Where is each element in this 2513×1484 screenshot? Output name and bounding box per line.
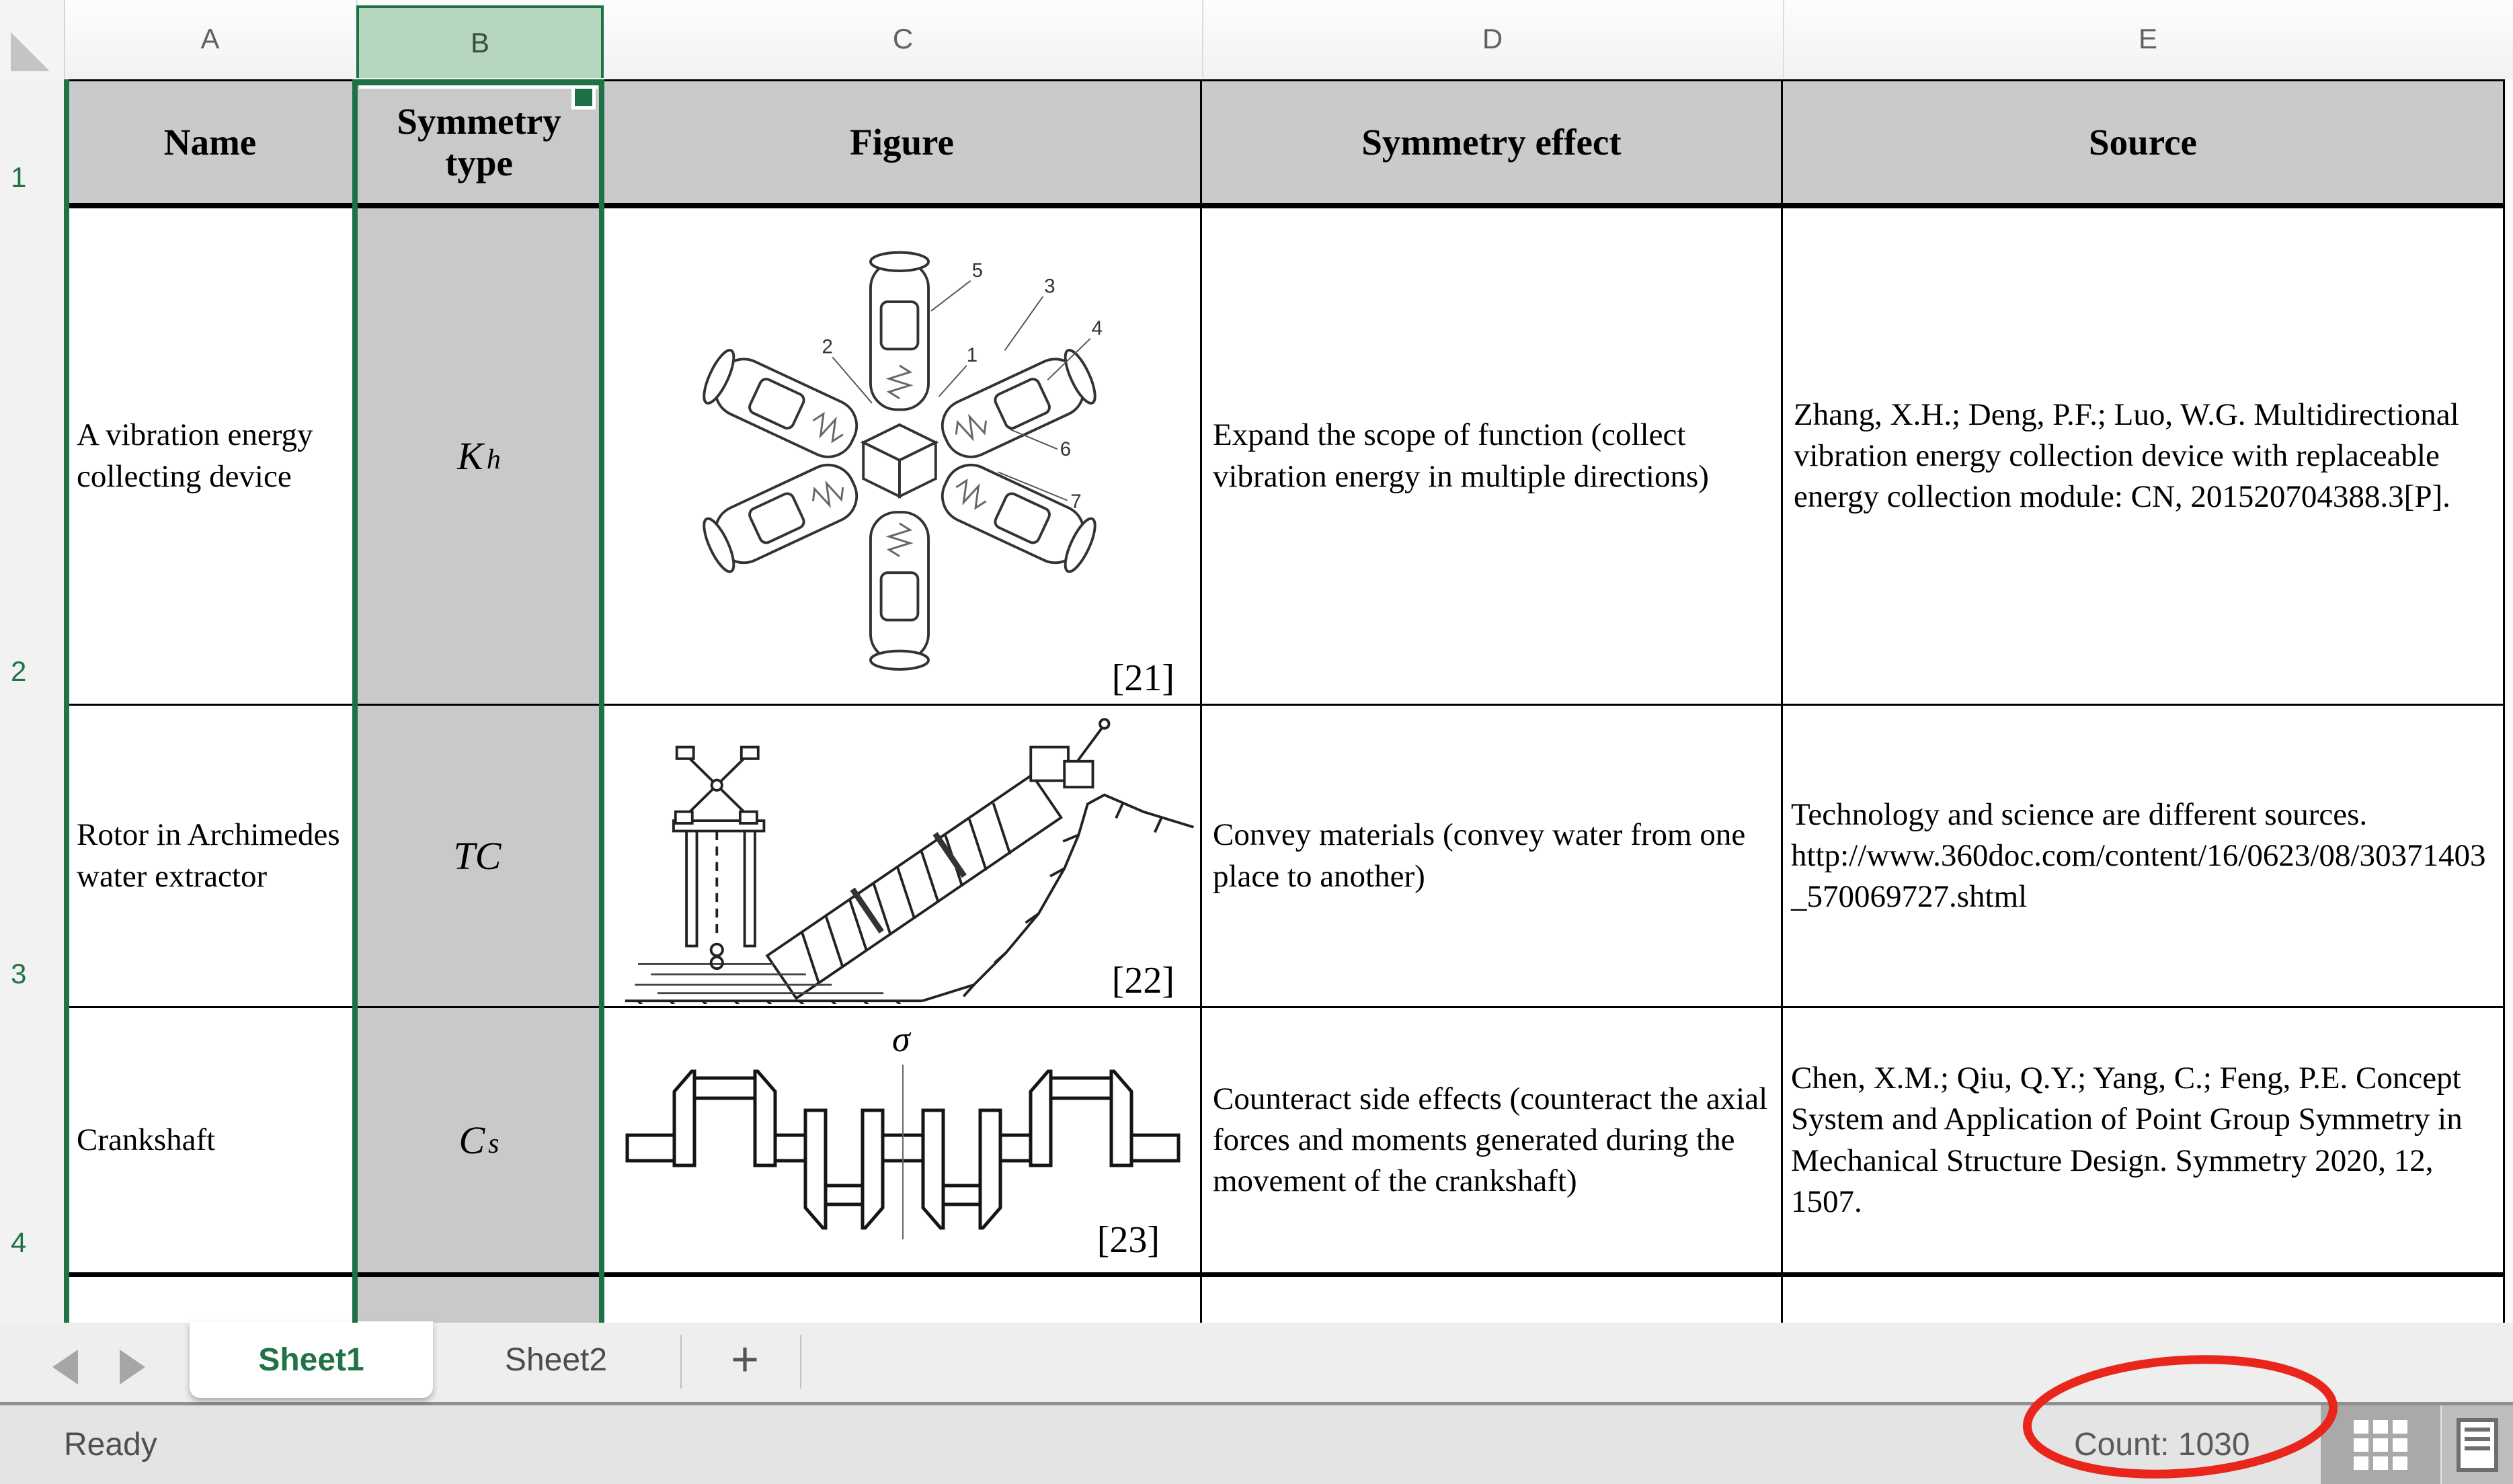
plus-icon: + [730,1333,760,1387]
figure-label: 5 [971,259,983,282]
cell-a5[interactable] [64,1277,356,1323]
column-header-strip [0,0,2513,81]
tab-scroll-left-icon[interactable] [52,1350,78,1385]
cell-b4[interactable] [356,1008,604,1277]
sigma-symbol: σ [892,1019,910,1059]
tab-separator [680,1335,682,1389]
select-all-triangle-icon [11,32,50,71]
row3-name: Rotor in Archimedes water extractor [77,817,340,894]
cell-c1[interactable] [604,79,1202,208]
archimedes-screw-figure [610,707,1195,1004]
row4-symmetry-sub: s [488,1128,500,1159]
row-header-strip [0,79,65,1323]
row2-name: A vibration energy collecting device [77,417,313,494]
count-indicator: Count: 1030 [2074,1427,2250,1462]
cell-d1[interactable] [1202,79,1783,208]
cell-c2[interactable] [604,208,1202,706]
column-header-b-selected[interactable] [356,5,604,78]
row-header-4[interactable]: 4 [11,1227,27,1258]
cell-a4[interactable] [64,1008,356,1277]
cell-b5[interactable] [356,1277,604,1323]
row2-symmetry-sub: h [486,444,501,475]
cell-b3[interactable] [356,706,604,1008]
row4-effect: Counteract side effects (counteract the axial forces and moments generated during the movement of the crankshaft) [1213,1081,1768,1199]
selection-fill-handle[interactable] [571,85,596,110]
cell-e4[interactable] [1783,1008,2505,1277]
column-letter: A [200,23,220,54]
header-source: Source [2089,121,2197,163]
column-header-a[interactable] [64,0,358,78]
row2-figure-citation: [21] [1111,657,1174,699]
selection-top-gap [359,85,598,89]
cell-a3[interactable] [64,706,356,1008]
row4-symmetry-main: C [458,1118,485,1162]
row4-source: Chen, X.M.; Qiu, Q.Y.; Yang, C.; Feng, P.E. Concept System and Application of Point Group Symmetry in Mechanical Structure Design. Symmetry 2020, 12, 1507. [1791,1061,2463,1219]
red-circle-annotation [2017,1352,2346,1484]
row-header-2[interactable]: 2 [11,655,27,687]
cell-d4[interactable] [1202,1008,1783,1277]
selection-border-right [599,79,604,1323]
page-layout-icon [2457,1418,2498,1472]
tab-label: Sheet1 [258,1342,364,1378]
row3-figure-citation: [22] [1111,960,1174,1001]
cell-e1[interactable] [1783,79,2505,208]
cell-d2[interactable] [1202,208,1783,706]
figure-label: 2 [822,335,833,358]
figure-label: 6 [1060,438,1072,460]
cell-d3[interactable] [1202,706,1783,1008]
figure-label: 3 [1044,275,1055,298]
row2-symmetry-main: K [457,434,483,478]
tab-label: Sheet2 [504,1342,608,1378]
figure-label: 4 [1091,317,1103,339]
cell-a1[interactable] [64,79,356,208]
figure-label: 1 [966,344,978,367]
header-symmetry-type: Symmetry type [397,100,561,183]
cell-e2[interactable] [1783,208,2505,706]
row4-name: Crankshaft [77,1122,216,1157]
row2-effect: Expand the scope of function (collect vibration energy in multiple directions) [1213,417,1709,494]
add-sheet-button[interactable] [705,1321,785,1398]
grid-view-icon [2354,1420,2407,1470]
column-letter: E [2138,23,2157,54]
tab-separator [800,1335,801,1389]
column-header-e[interactable] [1783,0,2513,78]
status-ready-text: Ready [64,1427,157,1462]
row-header-selection-accent [64,79,69,1323]
cell-b1[interactable] [356,79,604,208]
select-all-corner[interactable] [0,0,65,78]
column-letter: B [470,27,489,58]
cell-a2[interactable] [64,208,356,706]
tab-scroll-right-icon[interactable] [120,1350,145,1385]
tab-sheet2[interactable] [433,1321,679,1398]
cell-e5[interactable] [1783,1277,2505,1323]
cell-d5[interactable] [1202,1277,1783,1323]
row2-source: Zhang, X.H.; Deng, P.F.; Luo, W.G. Multidirectional vibration energy collection device with replaceable energy collection module: CN, 201520704388.3[P]. [1794,397,2459,515]
row-header-3[interactable]: 3 [11,958,27,989]
page-layout-view-button[interactable] [2442,1405,2513,1484]
cell-b2[interactable] [356,208,604,706]
header-figure: Figure [850,121,954,163]
column-letter: C [892,23,914,54]
figure-label: 7 [1070,491,1082,513]
header-symmetry-effect: Symmetry effect [1361,121,1622,163]
column-letter: D [1482,23,1503,54]
row3-source: Technology and science are different sources. http://www.360doc.com/content/16/0623/08/30371403_570069727.shtml [1791,796,2486,915]
row4-figure-citation: [23] [1096,1219,1160,1261]
header-name: Name [163,121,257,163]
row3-symmetry-main: TC [453,834,502,878]
row-header-1[interactable]: 1 [11,161,27,193]
right-gutter [2505,79,2513,1323]
tab-sheet1[interactable] [190,1321,433,1398]
cell-e3[interactable] [1783,706,2505,1008]
cell-c3[interactable] [604,706,1202,1008]
vibration-device-figure [644,211,1155,698]
cell-c5[interactable] [604,1277,1202,1323]
column-header-c[interactable] [604,0,1203,78]
cell-c4[interactable] [604,1008,1202,1277]
row3-effect: Convey materials (convey water from one place to another) [1213,817,1746,894]
selection-border-top [352,79,604,85]
selection-border-left [352,79,358,1323]
column-header-d[interactable] [1202,0,1784,78]
